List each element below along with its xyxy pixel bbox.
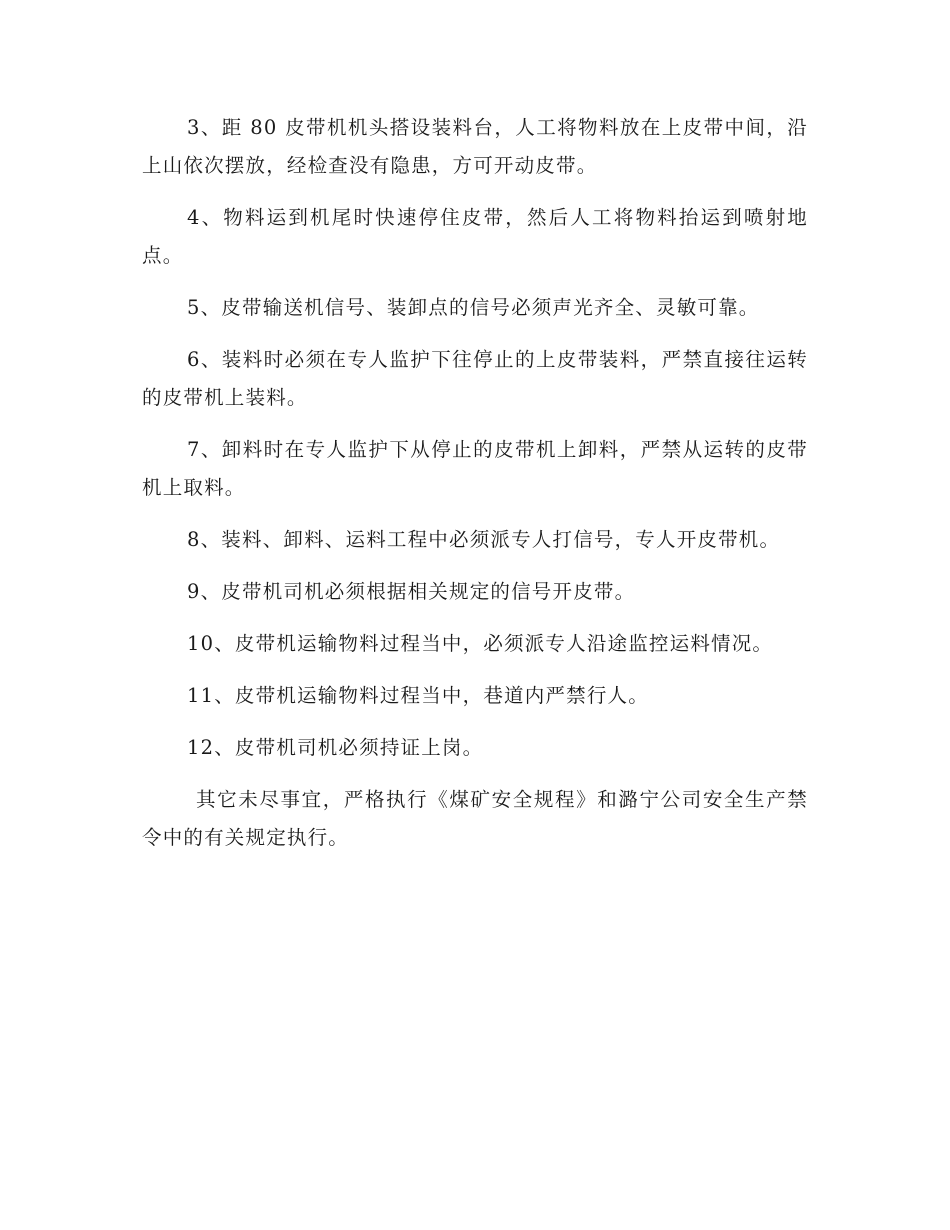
- rule-9-paragraph: 9、皮带机司机必须根据相关规定的信号开皮带。: [187, 580, 636, 603]
- document-body: [142, 109, 808, 871]
- rule-5-paragraph: 5、皮带输送机信号、装卸点的信号必须声光齐全、灵敏可靠。: [187, 296, 760, 319]
- rule-11-paragraph: 11、皮带机运输物料过程当中，巷道内严禁行人。: [187, 684, 649, 707]
- closing-paragraph: 其它未尽事宜，严格执行《煤矿安全规程》和潞宁公司安全生产禁令中的有关规定执行。: [142, 788, 808, 849]
- rule-10-paragraph: 10、皮带机运输物料过程当中，必须派专人沿途监控运料情况。: [187, 632, 774, 655]
- rule-12-paragraph: 12、皮带机司机必须持证上岗。: [187, 736, 484, 759]
- rule-6-paragraph: 6、装料时必须在专人监护下往停止的上皮带装料，严禁直接往运转的皮带机上装料。: [142, 348, 808, 409]
- rule-8-paragraph: 8、装料、卸料、运料工程中必须派专人打信号，专人开皮带机。: [187, 528, 781, 551]
- rule-7-paragraph: 7、卸料时在专人监护下从停止的皮带机上卸料，严禁从运转的皮带机上取料。: [142, 438, 808, 499]
- rule-3-paragraph: 3、距 80 皮带机机头搭设装料台，人工将物料放在上皮带中间，沿上山依次摆放，经检查没有隐患，方可开动皮带。: [142, 116, 808, 177]
- rule-4-paragraph: 4、物料运到机尾时快速停住皮带，然后人工将物料抬运到喷射地点。: [142, 206, 808, 267]
